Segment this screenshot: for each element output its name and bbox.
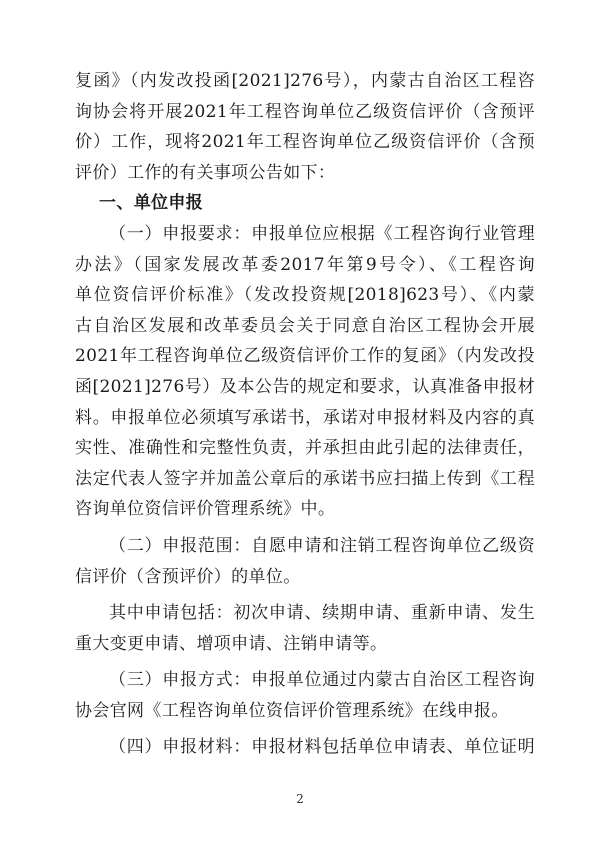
paragraph-intro — [75, 66, 535, 188]
paragraph-method — [75, 665, 535, 726]
text-line: 信评价（含预评价）的单位。 — [75, 566, 301, 587]
text-line: 复函》（内发改投函[2021]276号），内蒙古自治区工程咨 — [75, 71, 535, 91]
page-number: 2 — [296, 792, 304, 806]
paragraph-scope — [75, 531, 535, 592]
section-heading: 一、单位申报 — [99, 193, 204, 214]
paragraph-types — [75, 598, 535, 659]
paragraph-requirements — [75, 219, 535, 525]
text-line: （三）申报方式：申报单位通过内蒙古自治区工程咨询 — [109, 670, 535, 691]
text-line: 2021年工程咨询单位乙级资信评价工作的复函》（内发改投 — [75, 346, 535, 367]
text-line: （一）申报要求：申报单位应根据《工程咨询行业管理 — [109, 223, 535, 244]
text-line: 询协会将开展2021年工程咨询单位乙级资信评价（含预评 — [75, 101, 535, 122]
document-body — [75, 66, 535, 763]
text-line: 其中申请包括：初次申请、续期申请、重新申请、发生 — [109, 603, 535, 624]
text-line: 古自治区发展和改革委员会关于同意自治区工程协会开展 — [75, 315, 535, 336]
text-line: 协会官网《工程咨询单位资信评价管理系统》在线申报。 — [75, 700, 509, 721]
text-line: 重大变更申请、增项申请、注销申请等。 — [75, 633, 388, 654]
text-line: 料。申报单位必须填写承诺书，承诺对申报材料及内容的真 — [75, 407, 535, 428]
text-line: 咨询单位资信评价管理系统》中。 — [75, 499, 336, 520]
paragraph-materials — [75, 732, 535, 763]
text-line: 实性、准确性和完整性负责，并承担由此引起的法律责任， — [75, 438, 535, 459]
text-line: 评价）工作的有关事项公告如下： — [75, 162, 336, 183]
text-line: 办法》（国家发展改革委2017年第9号令）、《工程咨询 — [75, 254, 535, 275]
text-line: 单位资信评价标准》（发改投资规[2018]623号）、《内蒙 — [75, 285, 535, 306]
text-line: 价）工作，现将2021年工程咨询单位乙级资信评价（含预 — [75, 132, 535, 153]
text-line: 法定代表人签字并加盖公章后的承诺书应扫描上传到《工程 — [75, 468, 535, 489]
text-line: 函[2021]276号）及本公告的规定和要求，认真准备申报材 — [75, 376, 535, 397]
text-line: （二）申报范围：自愿申请和注销工程咨询单位乙级资 — [109, 535, 535, 556]
text-line: （四）申报材料：申报材料包括单位申请表、单位证明 — [109, 737, 535, 758]
